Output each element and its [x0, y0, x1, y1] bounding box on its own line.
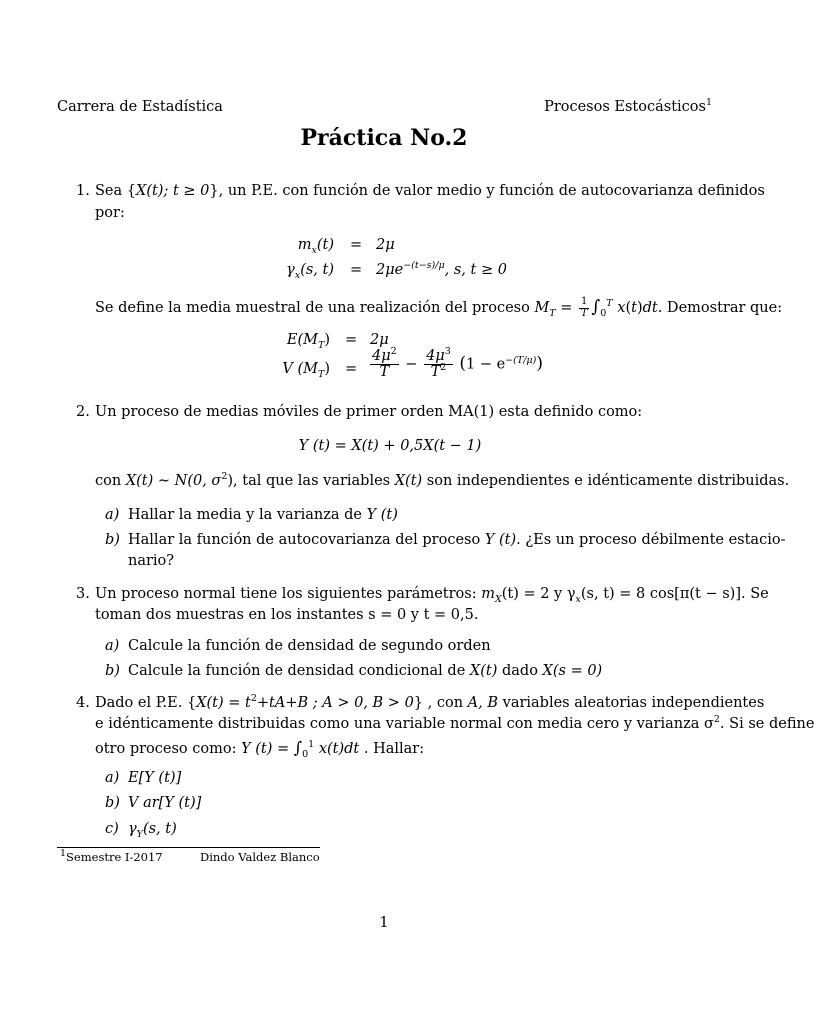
eq-variance-lhs: V $(M_T)$ — [282, 361, 330, 380]
eq-autocov-equals: = — [350, 262, 363, 278]
problem-2-equation: Y (t) = X(t) + 0,5X(t − 1) — [298, 438, 482, 454]
page-number: 1 — [379, 915, 389, 931]
eq-autocov-lhs: $\gamma_x(s$, t) — [286, 262, 334, 281]
item-label: c) — [105, 821, 119, 837]
fraction-4mu2-over-T: $\frac{4\mu^2}{T}$ — [372, 346, 397, 381]
problem-1-define: Se define la media muestral de una realización del proceso $M_T$ = $\frac{1}{T}$ $\int_0^T$ x(t)dt. Demostrar que: — [95, 296, 783, 319]
eq-expectation-rhs: 2μ — [370, 332, 389, 348]
footnote-mark: 1 — [705, 97, 712, 109]
problem-4a-text: E[Y (t)] — [128, 770, 182, 786]
eq-variance-equals: = — [345, 361, 358, 377]
problem-number: 2. — [76, 404, 90, 420]
footnote: $^1$Semestre I-2017 — [60, 848, 163, 864]
fraction-4mu3-over-T2: $\frac{4\mu^3}{T^2}$ — [426, 346, 451, 381]
problem-3a-text: Calcule la función de densidad de segundo orden — [128, 638, 491, 654]
problem-3b-text: Calcule la función de densidad condicional de X(t) dado X(s = 0) — [128, 663, 603, 679]
item-label: b) — [105, 663, 120, 679]
eq-expectation-equals: = — [345, 332, 358, 348]
item-label: a) — [105, 638, 120, 654]
eq-mean-rhs: 2μ — [376, 237, 395, 253]
header-left: Carrera de Estadística — [57, 99, 223, 115]
footnote-rule — [57, 847, 320, 848]
problem-number: 4. — [76, 695, 90, 711]
problem-2b-text-line2: nario? — [128, 553, 175, 569]
problem-1-intro-line2: por: — [95, 205, 125, 221]
footnote-author: Dindo Valdez Blanco — [200, 850, 320, 864]
problem-2-conditions: con X(t) ∼ N(0, $\sigma^2$), tal que las variables X(t) son independientes e idénticamente distribuidas. — [95, 471, 790, 489]
problem-number: 1. — [76, 183, 90, 199]
eq-autocov-rhs: $2\mu e^{-(t-s)/\mu}$, s, t ≥ 0 — [376, 260, 507, 278]
problem-1-intro: Sea {X(t); t ≥ 0}, un P.E. con función de valor medio y función de autocovarianza definidos — [95, 183, 765, 199]
item-label: b) — [105, 795, 120, 811]
item-label: a) — [105, 770, 120, 786]
problem-4-line2: e idénticamente distribuidas como una variable normal con media cero y varianza $\sigma^2$. Si se define — [95, 714, 814, 732]
eq-mean-lhs: $m_x(t)$ — [297, 237, 334, 256]
problem-4-line1: Dado el P.E. {$X(t) = t^2+tA+B$ ; A > 0, B > 0} , con A, B variables aleatorias independientes — [95, 693, 765, 711]
problem-4c-text: $\gamma_Y(s$, t) — [128, 821, 177, 840]
problem-4-line3: otro proceso como: Y $(t) = \int_0^1$ x(t)dt . Hallar: — [95, 738, 425, 760]
eq-expectation-lhs: $E(M_T)$ — [286, 332, 330, 351]
fraction-1-over-T: $\frac{1}{T}$ — [580, 296, 588, 319]
header-right: Procesos Estocásticos$^1$ — [544, 97, 712, 115]
problem-3-line1: Un proceso normal tiene los siguientes parámetros: $m_X(t) = 2$ y $\gamma_x(s$, t) = 8 cos[π(t − s)]. Se — [95, 586, 769, 605]
problem-2a-text: Hallar la media y la varianza de Y (t) — [128, 507, 398, 523]
page-title: Práctica No.2 — [300, 125, 468, 151]
problem-2b-text: Hallar la función de autocovarianza del proceso Y (t). ¿Es un proceso débilmente estacio- — [128, 532, 786, 548]
eq-mean-equals: = — [350, 237, 363, 253]
problem-2-intro: Un proceso de medias móviles de primer orden MA(1) esta definido como: — [95, 404, 643, 420]
problem-3-line2: toman dos muestras en los instantes s = 0 y t = 0,5. — [95, 607, 479, 623]
item-label: a) — [105, 507, 120, 523]
problem-number: 3. — [76, 586, 90, 602]
eq-variance-rhs: $\frac{4\mu^2}{T}$ − $\frac{4\mu^3}{T^2}$ $(1 - e^{-(T/\mu)})$ — [372, 346, 543, 381]
item-label: b) — [105, 532, 120, 548]
problem-4b-text: V ar[Y (t)] — [128, 795, 202, 811]
